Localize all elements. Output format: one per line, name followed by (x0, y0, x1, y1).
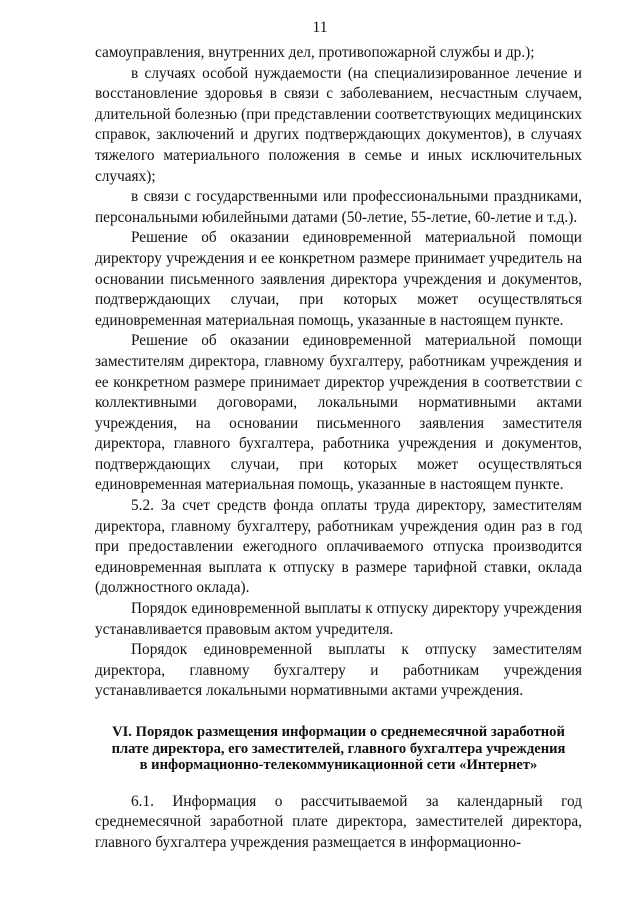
paragraph-director-vacation-order: Порядок единовременной выплаты к отпуску директору учреждения устанавливается правовым актом учредителя. (95, 600, 582, 638)
paragraph-6-1-information: 6.1. Информация о рассчитываемой за календарный год среднемесячной заработной плате директора, заместителей директора, главного бухгалтера учреждения размещается в информационно- (95, 792, 582, 851)
page-number: 11 (312, 19, 328, 36)
section-heading-line: в информационно-телекоммуникационной сети «Интернет» (139, 757, 538, 773)
section-heading-line: плате директора, его заместителей, главного бухгалтера учреждения (111, 740, 566, 757)
section-heading-line: VI. Порядок размещения информации о среднемесячной заработной (112, 724, 565, 740)
paragraph-director-aid-decision: Решение об оказании единовременной материальной помощи директору учреждения и ее конкретном размере принимает учредитель на основании письменного заявления директора учреждения и документов, подтверждающих случаи, при которых может осуществляться единовременная материальная помощь, указанные в настоящем пункте. (95, 229, 582, 329)
paragraph-5-2-vacation-payment: 5.2. За счет средств фонда оплаты труда директору, заместителям директора, главному бухгалтеру, работникам учреждения один раз в год при предоставлении ежегодного оплачиваемого отпуска производится единовременная выплата к отпуску в размере тарифной ставки, оклада (должностного оклада). (95, 497, 582, 597)
paragraph-list-continuation: самоуправления, внутренних дел, противопожарной службы и др.); (95, 44, 535, 61)
section-heading (95, 724, 582, 774)
paragraph-staff-aid-decision: Решение об оказании единовременной материальной помощи заместителям директора, главному бухгалтеру, работникам учреждения и ее конкретном размере принимает директор учреждения в соответствии с коллективными договорами, локальными нормативными актами учреждения, на основании письменного заявления заместителя директора, главного бухгалтера, работника учреждения и документов, подтверждающих случаи, при которых может осуществляться единовременная материальная помощь, указанные в настоящем пункте. (95, 332, 582, 494)
paragraph-special-need-cases: в случаях особой нуждаемости (на специализированное лечение и восстановление здоровья в связи с заболеванием, несчастным случаем, длительной болезнью (при представлении соответствующих медицинских справок, заключений и других подтверждающих документов), в случаях тяжелого материального положения в семье и иных исключительных случаях); (95, 64, 582, 185)
paragraph-holiday-cases: в связи с государственными или профессиональными праздниками, персональными юбилейными датами (50-летие, 55-летие, 60-летие и т.д.). (95, 188, 582, 226)
document-body (95, 43, 582, 853)
paragraph-staff-vacation-order: Порядок единовременной выплаты к отпуску заместителям директора, главному бухгалтеру и работникам учреждения устанавливается локальными нормативными актами учреждения. (95, 641, 582, 700)
